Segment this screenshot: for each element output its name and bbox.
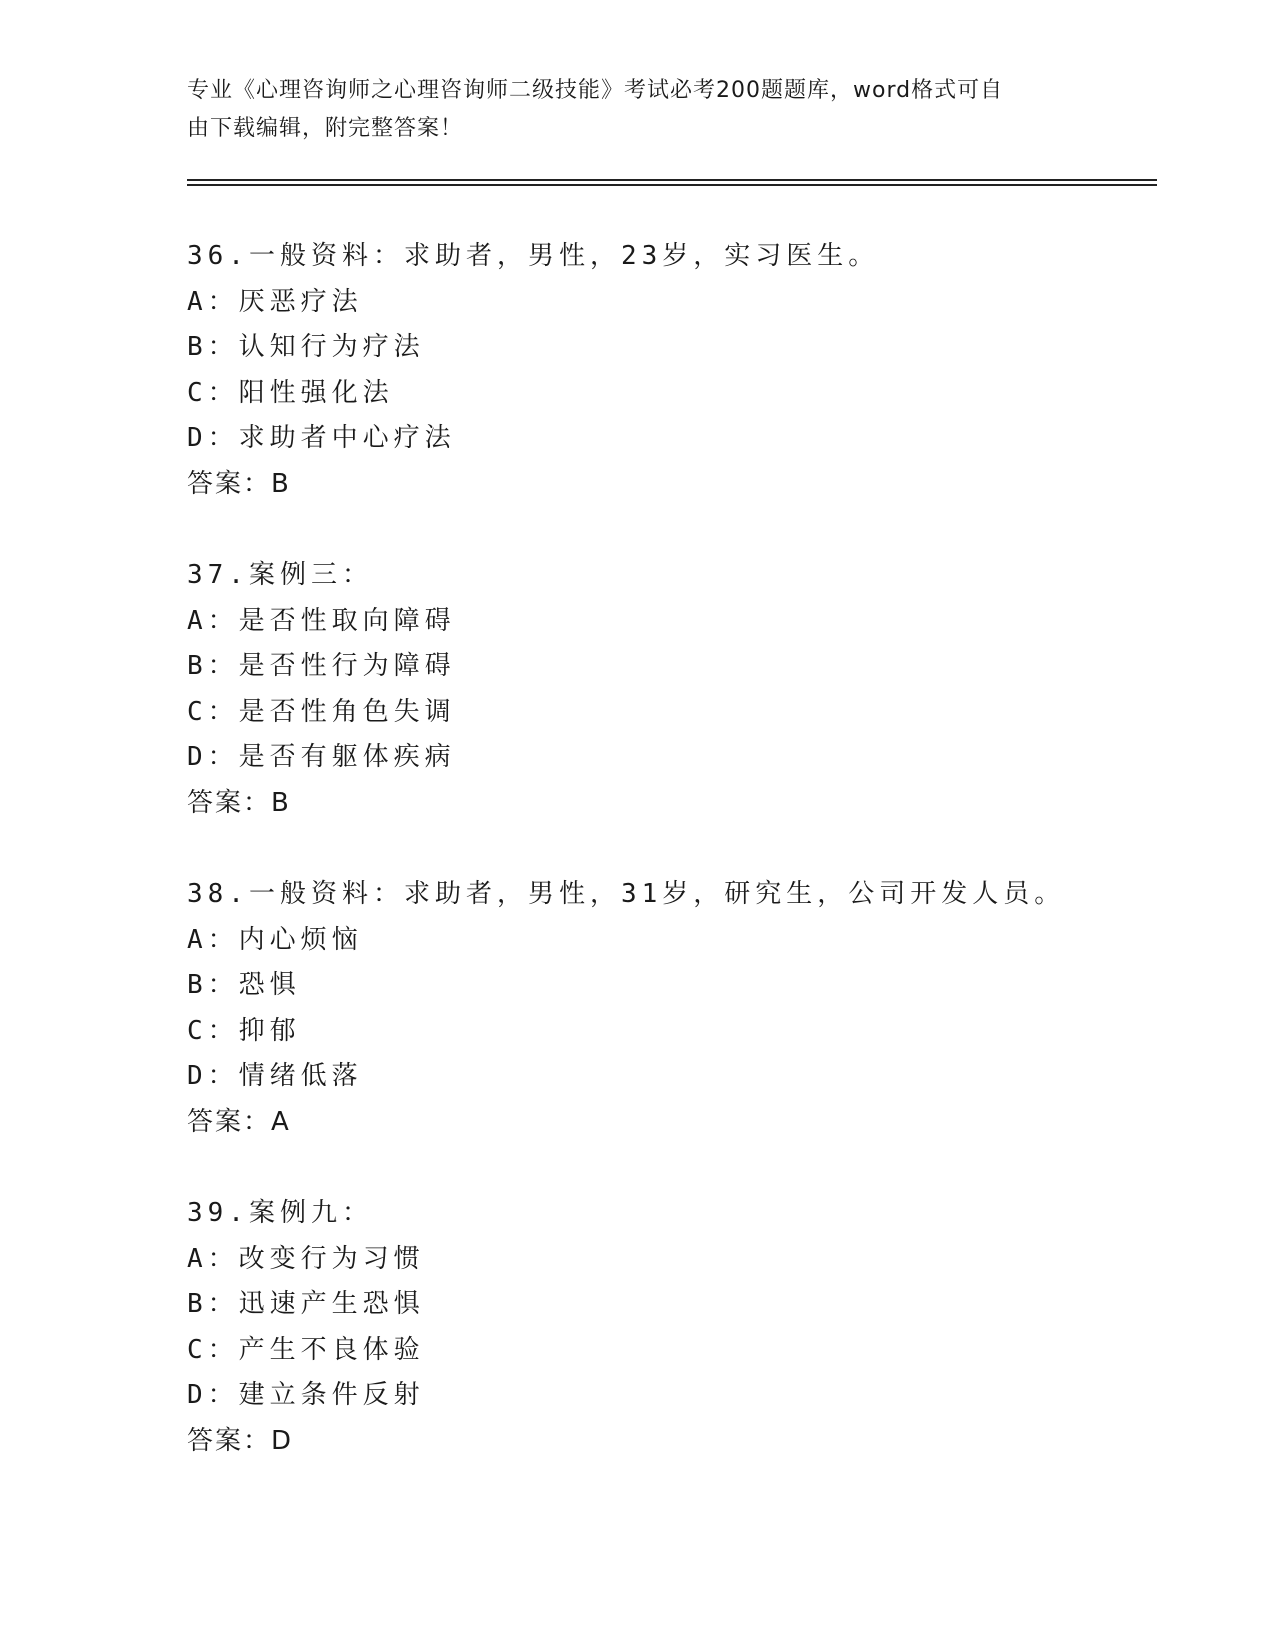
question-stem: 37.案例三： — [187, 560, 373, 590]
option-d: D：求助者中心疗法 — [187, 423, 456, 453]
option-c: C：抑郁 — [187, 1015, 301, 1046]
answer: 答案：D — [187, 1425, 294, 1456]
header-divider-top — [187, 179, 1157, 181]
option-c: C：产生不良体验 — [187, 1334, 425, 1365]
option-a: A：厌恶疗法 — [187, 286, 363, 317]
answer: 答案：B — [187, 787, 291, 818]
option-b: B：是否性行为障碍 — [187, 651, 456, 681]
question-37 — [187, 553, 1187, 826]
option-c: C：是否性角色失调 — [187, 696, 456, 727]
option-d: D：是否有躯体疾病 — [187, 742, 456, 772]
question-38 — [187, 872, 1187, 1145]
option-a: A：是否性取向障碍 — [187, 605, 456, 636]
question-stem: 36.一般资料：求助者，男性，23岁，实习医生。 — [187, 241, 880, 271]
option-a: A：内心烦恼 — [187, 924, 363, 955]
option-a: A：改变行为习惯 — [187, 1243, 425, 1274]
header-divider-bottom — [187, 184, 1157, 186]
option-b: B：恐惧 — [187, 970, 301, 1000]
answer: 答案：A — [187, 1106, 291, 1137]
answer: 答案：B — [187, 468, 291, 499]
option-b: B：认知行为疗法 — [187, 332, 425, 362]
question-stem: 39.案例九： — [187, 1198, 373, 1228]
question-36 — [187, 234, 1187, 507]
option-d: D：建立条件反射 — [187, 1380, 425, 1410]
header-line-2: 由下载编辑，附完整答案！ — [187, 116, 464, 141]
document-header — [187, 72, 1087, 148]
question-39 — [187, 1191, 1187, 1464]
option-c: C：阳性强化法 — [187, 377, 394, 408]
option-d: D：情绪低落 — [187, 1061, 363, 1091]
header-line-1: 专业《心理咨询师之心理咨询师二级技能》考试必考200题题库，word格式可自 — [187, 78, 1004, 103]
option-b: B：迅速产生恐惧 — [187, 1289, 425, 1319]
question-stem: 38.一般资料：求助者，男性，31岁，研究生，公司开发人员。 — [187, 879, 1066, 909]
